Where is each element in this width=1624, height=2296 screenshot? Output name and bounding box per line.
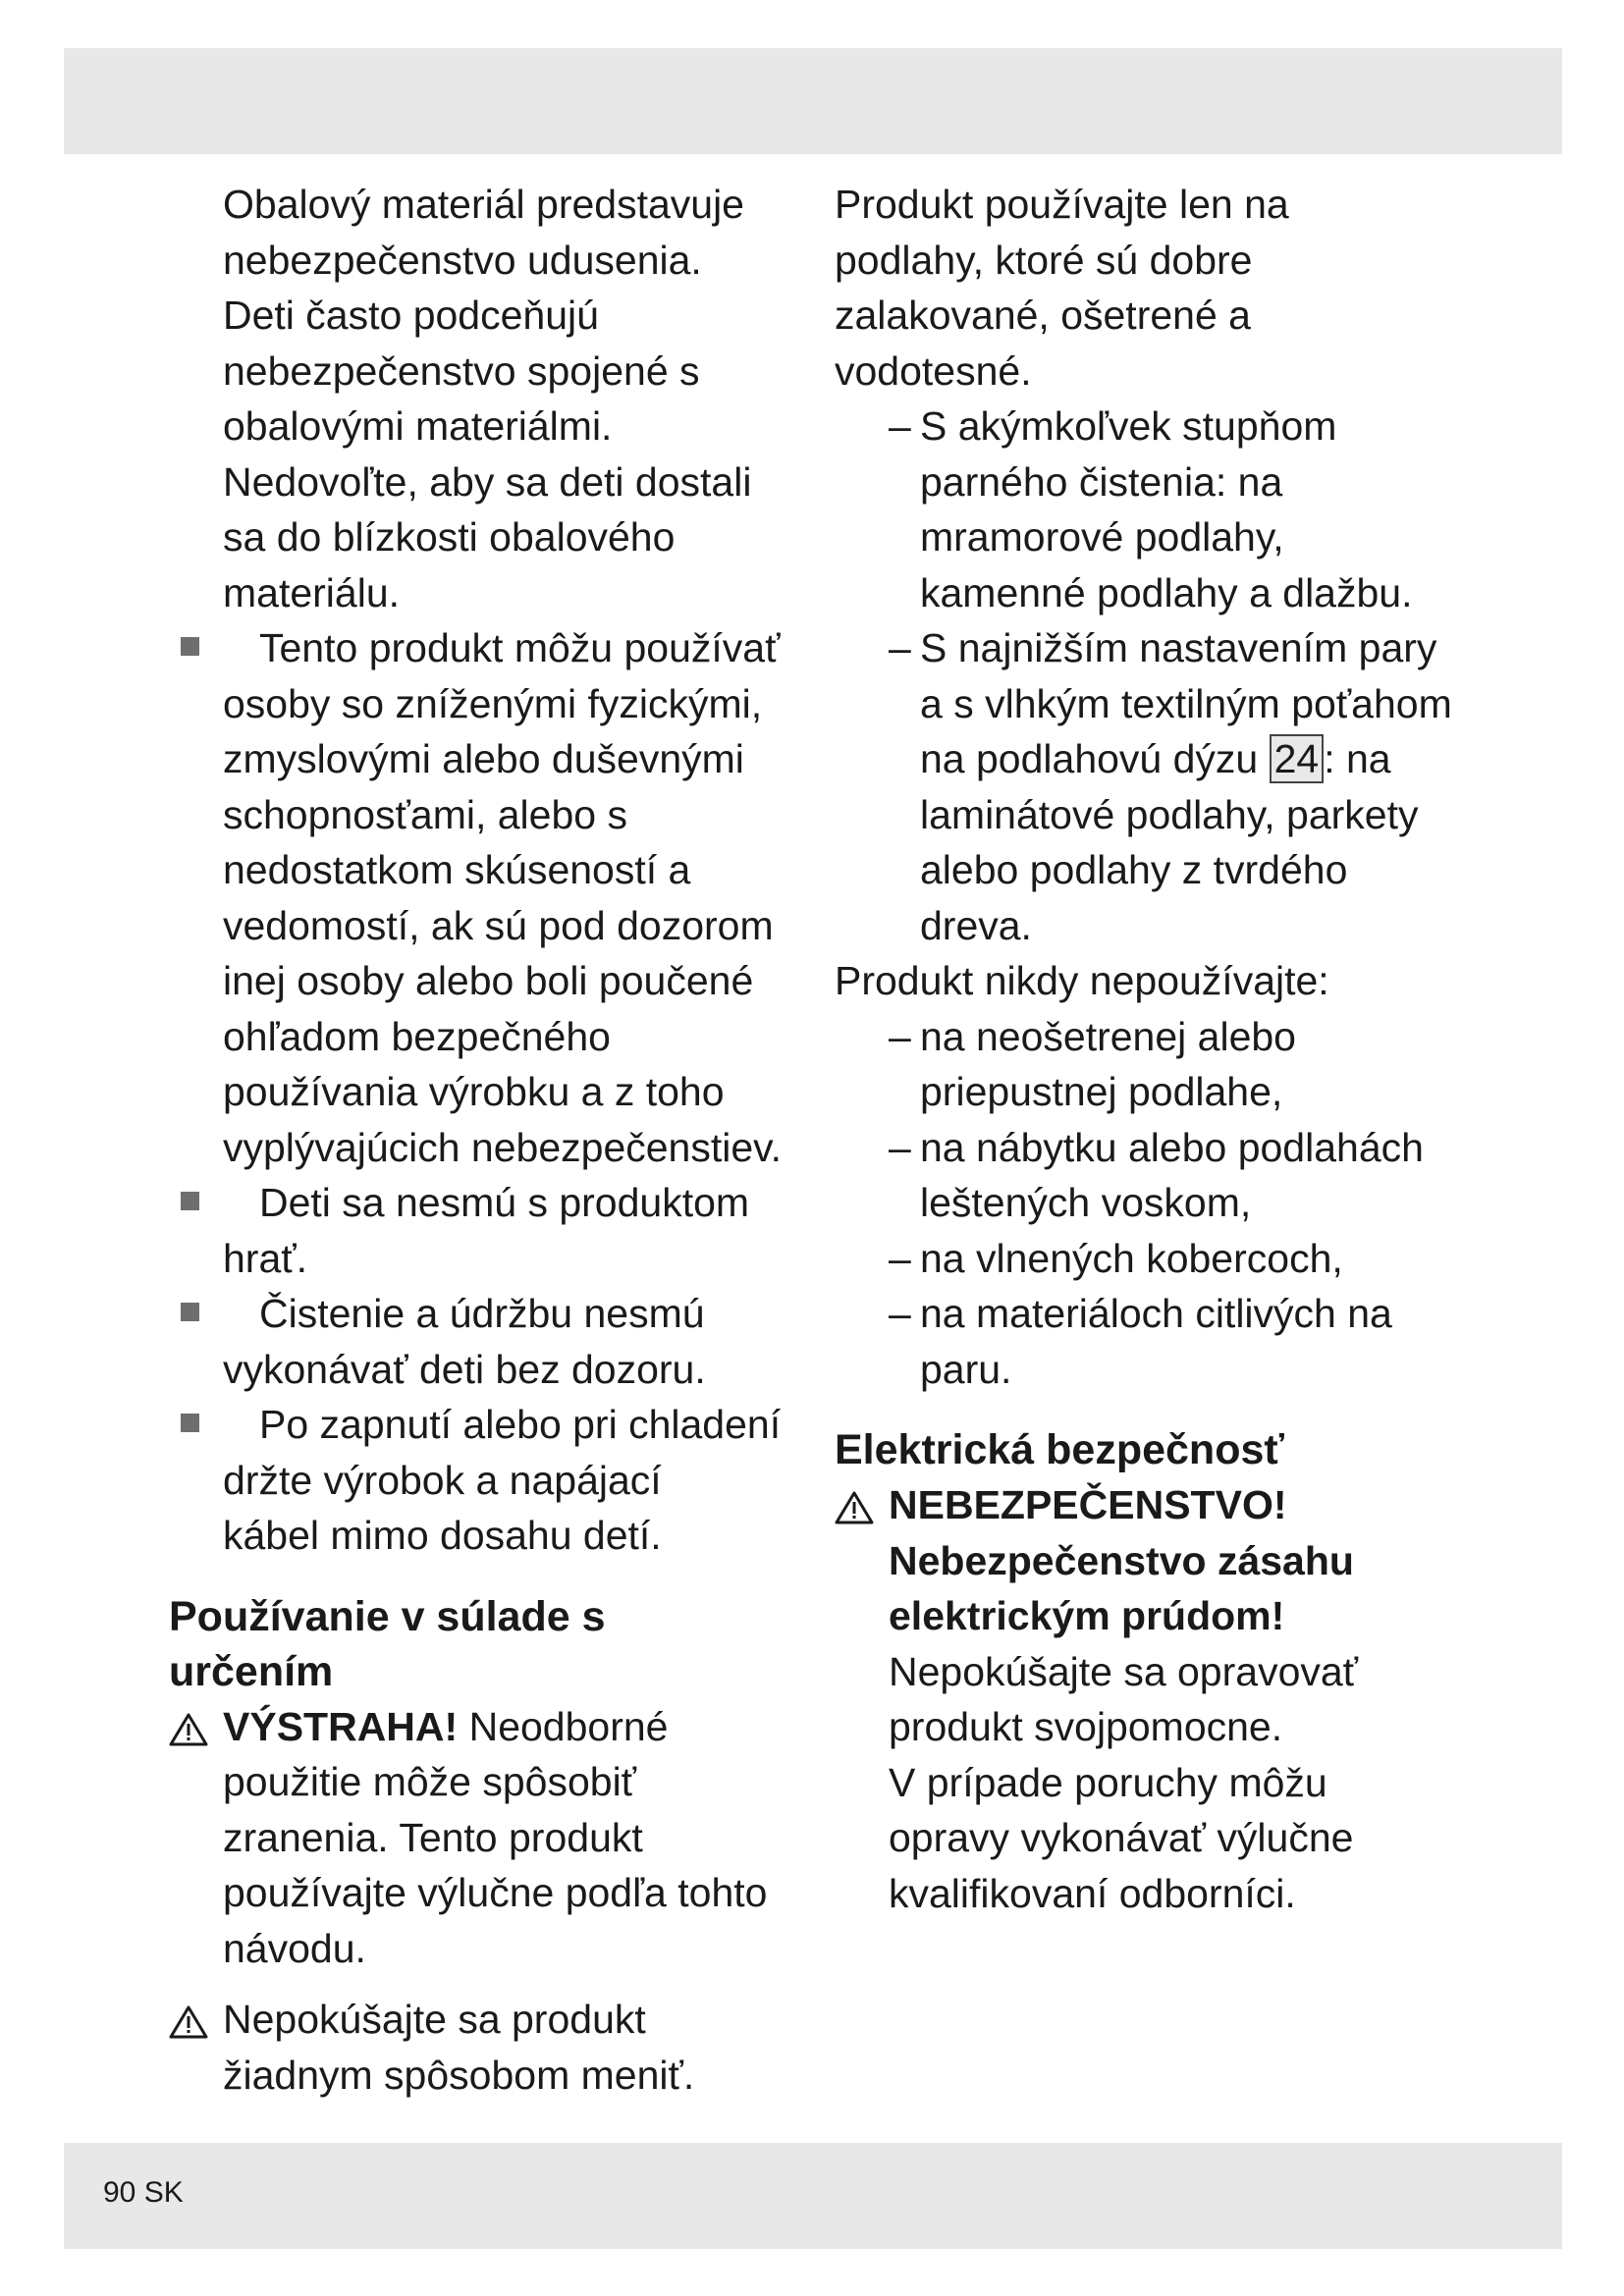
text-line: na vlnených kobercoch, <box>920 1235 1343 1281</box>
warning-block <box>169 1699 817 1977</box>
text-line: Nepokúšajte sa produkt <box>223 1997 646 2042</box>
section-heading-electrical-safety: Elektrická bezpečnosť <box>835 1426 1284 1473</box>
warning-triangle-icon <box>169 1713 208 1746</box>
text-line: inej osoby alebo boli poučené <box>223 958 754 1003</box>
text-line: používajte výlučne podľa tohto <box>223 1870 768 1915</box>
text-line: návodu. <box>223 1925 366 1971</box>
text-line: produkt svojpomocne. <box>889 1704 1283 1749</box>
text-line: Deti sa nesmú s produktom <box>259 1180 750 1225</box>
dash-mark: – <box>889 1124 911 1170</box>
text-line: osoby so zníženými fyzickými, <box>223 680 763 726</box>
bullet-item <box>169 1175 817 1286</box>
dash-mark: – <box>889 403 911 449</box>
text-line: Po zapnutí alebo pri chladení <box>259 1402 782 1447</box>
text-line: alebo podlahy z tvrdého <box>920 847 1348 892</box>
text-line: vedomostí, ak sú pod dozorom <box>223 902 774 948</box>
text-fragment: Neodborné <box>458 1703 669 1749</box>
text-line: Obalový materiál predstavuje <box>223 182 744 227</box>
text-line: na materiáloch citlivých na <box>920 1291 1392 1336</box>
page-number: 90 SK <box>103 2176 184 2209</box>
danger-title-line: Nebezpečenstvo zásahu <box>889 1537 1354 1583</box>
warning-block <box>169 1992 817 2103</box>
never-use-label: Produkt nikdy nepoužívajte: <box>835 958 1329 1003</box>
text-line: kamenné podlahy a dlažbu. <box>920 569 1413 615</box>
text-line: zranenia. Tento produkt <box>223 1814 643 1860</box>
bullet-square-icon <box>181 1414 199 1432</box>
text-line: použitie môže spôsobiť <box>223 1759 637 1804</box>
section-heading-intended-use <box>169 1589 817 1699</box>
dash-list-item <box>835 1286 1502 1397</box>
text-line: Deti často podceňujú <box>223 293 599 338</box>
text-line: na nábytku alebo podlahách <box>920 1124 1424 1170</box>
text-line: kábel mimo dosahu detí. <box>223 1513 662 1558</box>
text-line: ohľadom bezpečného <box>223 1013 611 1059</box>
dash-mark: – <box>889 1291 911 1336</box>
heading-line: určením <box>169 1647 334 1695</box>
text-line: Tento produkt môžu používať <box>259 625 781 670</box>
right-column <box>835 177 1502 1921</box>
text-line: V prípade poruchy môžu <box>889 1759 1327 1805</box>
bullet-item <box>169 1397 817 1564</box>
bullet-item <box>169 1286 817 1397</box>
text-line: Nepokúšajte sa opravovať <box>889 1648 1359 1694</box>
text-line: paru. <box>920 1346 1012 1392</box>
text-line: vodotesné. <box>835 347 1032 394</box>
text-line: nebezpečenstvo udusenia. <box>223 237 702 283</box>
text-line: S akýmkoľvek stupňom <box>920 403 1337 449</box>
dash-list-item <box>835 399 1502 620</box>
bullet-square-icon <box>181 637 199 656</box>
text-line: nedostatkom skúseností a <box>223 847 691 892</box>
left-column <box>169 177 817 2103</box>
text-line: držte výrobok a napájací <box>223 1457 662 1503</box>
text-line: zalakované, ošetrené a <box>835 293 1251 338</box>
text-line: sa do blízkosti obalového <box>223 514 676 560</box>
text-fragment: na podlahovú dýzu <box>920 736 1270 781</box>
dash-list-item <box>835 620 1502 953</box>
dash-mark: – <box>889 1013 911 1059</box>
dash-list-item <box>835 1120 1502 1231</box>
text-line: priepustnej podlahe, <box>920 1069 1283 1114</box>
dash-list-item <box>835 1231 1502 1287</box>
danger-title-line: NEBEZPEČENSTVO! <box>889 1482 1287 1527</box>
danger-block <box>835 1477 1502 1921</box>
text-line: dreva. <box>920 902 1032 948</box>
text-line: vykonávať deti bez dozoru. <box>223 1346 706 1392</box>
heading-line: Používanie v súlade s <box>169 1592 606 1640</box>
text-line: leštených voskom, <box>920 1180 1252 1225</box>
bullet-square-icon <box>181 1192 199 1210</box>
text-fragment: : na <box>1324 736 1391 781</box>
text-line: žiadnym spôsobom meniť. <box>223 2052 695 2098</box>
text-line: zmyslovými alebo duševnými <box>223 736 744 781</box>
text-line: hrať. <box>223 1235 308 1281</box>
footer-band <box>64 2143 1562 2249</box>
text-line: používania výrobku a z toho <box>223 1069 725 1114</box>
text-line: opravy vykonávať výlučne <box>889 1815 1354 1860</box>
text-line: schopnosťami, alebo s <box>223 791 627 837</box>
text-line: a s vlhkým textilným poťahom <box>920 680 1452 726</box>
danger-title-line: elektrickým prúdom! <box>889 1593 1285 1638</box>
text-line: Čistenie a údržbu nesmú <box>259 1291 705 1336</box>
dash-list-item <box>835 1009 1502 1120</box>
text-line: podlahy, ktoré sú dobre <box>835 237 1253 283</box>
text-line: mramorové podlahy, <box>920 514 1284 560</box>
text-line: S najnižším nastavením pary <box>920 625 1437 670</box>
bullet-item <box>169 620 817 1175</box>
part-reference-number: 24 <box>1270 734 1325 783</box>
text-line: kvalifikovaní odborníci. <box>889 1870 1296 1916</box>
text-line: laminátové podlahy, parkety <box>920 791 1419 837</box>
bullet-square-icon <box>181 1303 199 1321</box>
text-line: na neošetrenej alebo <box>920 1013 1296 1059</box>
dash-mark: – <box>889 1235 911 1281</box>
packaging-warning-text <box>169 177 817 620</box>
text-line: Nedovoľte, aby sa deti dostali <box>223 458 752 505</box>
floor-usage-text <box>835 177 1502 399</box>
warning-triangle-icon <box>835 1491 874 1524</box>
dash-mark: – <box>889 625 911 670</box>
text-line: parného čistenia: na <box>920 458 1283 505</box>
warning-triangle-icon <box>169 2005 208 2039</box>
warning-label: VÝSTRAHA! <box>223 1703 459 1749</box>
text-line: Produkt používajte len na <box>835 182 1289 227</box>
header-band <box>64 48 1562 154</box>
text-line: materiálu. <box>223 569 401 615</box>
text-line: obalovými materiálmi. <box>223 403 613 449</box>
text-line: vyplývajúcich nebezpečenstiev. <box>223 1124 782 1170</box>
text-line: nebezpečenstvo spojené s <box>223 347 700 394</box>
